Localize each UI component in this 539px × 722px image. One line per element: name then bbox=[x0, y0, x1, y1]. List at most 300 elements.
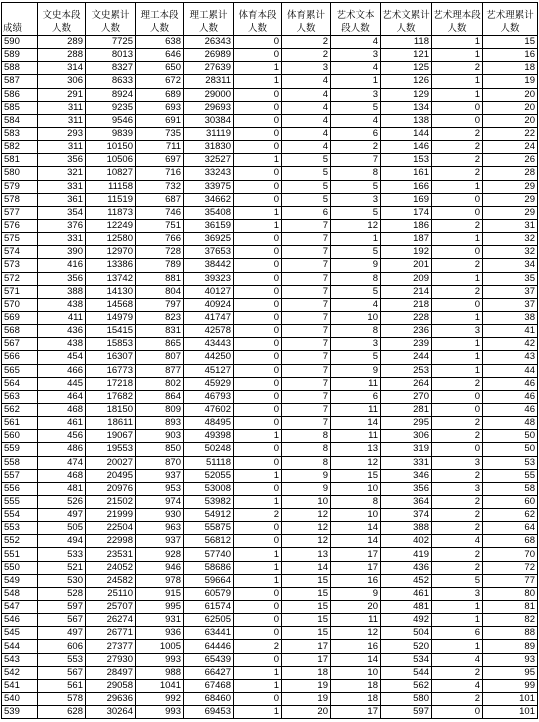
score-cell: 579 bbox=[2, 180, 38, 193]
table-row bbox=[2, 206, 538, 219]
score-cell: 549 bbox=[2, 574, 38, 587]
count-cell: 7 bbox=[282, 259, 331, 272]
count-cell: 20 bbox=[483, 101, 538, 114]
count-cell: 1 bbox=[432, 640, 483, 653]
header-score: 成绩 bbox=[2, 3, 38, 36]
score-cell: 544 bbox=[2, 640, 38, 653]
count-cell: 937 bbox=[136, 535, 184, 548]
table-row bbox=[2, 219, 538, 232]
table-row bbox=[2, 127, 538, 140]
count-cell: 3 bbox=[331, 193, 381, 206]
count-cell: 295 bbox=[381, 417, 432, 430]
count-cell: 1 bbox=[234, 561, 282, 574]
count-cell: 8924 bbox=[86, 88, 136, 101]
count-cell: 41 bbox=[483, 325, 538, 338]
count-cell: 3 bbox=[331, 88, 381, 101]
count-cell: 10 bbox=[331, 666, 381, 679]
count-cell: 0 bbox=[234, 311, 282, 324]
count-cell: 606 bbox=[38, 640, 86, 653]
count-cell: 689 bbox=[136, 88, 184, 101]
count-cell: 454 bbox=[38, 351, 86, 364]
count-cell: 293 bbox=[38, 127, 86, 140]
count-cell: 2 bbox=[432, 141, 483, 154]
count-cell: 8 bbox=[282, 456, 331, 469]
count-cell: 0 bbox=[432, 206, 483, 219]
count-cell: 0 bbox=[234, 653, 282, 666]
count-cell: 53008 bbox=[184, 482, 234, 495]
count-cell: 53982 bbox=[184, 495, 234, 508]
count-cell: 69453 bbox=[184, 706, 234, 719]
table-row bbox=[2, 403, 538, 416]
table-row bbox=[2, 509, 538, 522]
count-cell: 6 bbox=[331, 127, 381, 140]
count-cell: 11873 bbox=[86, 206, 136, 219]
count-cell: 10 bbox=[331, 509, 381, 522]
count-cell: 978 bbox=[136, 574, 184, 587]
count-cell: 809 bbox=[136, 403, 184, 416]
count-cell: 14568 bbox=[86, 298, 136, 311]
count-cell: 561 bbox=[38, 679, 86, 692]
count-cell: 23531 bbox=[86, 548, 136, 561]
count-cell: 314 bbox=[38, 62, 86, 75]
count-cell: 0 bbox=[234, 49, 282, 62]
count-cell: 1005 bbox=[136, 640, 184, 653]
count-cell: 14130 bbox=[86, 285, 136, 298]
header-yishuli-segment: 艺术理本段人数 bbox=[432, 3, 483, 36]
count-cell: 4 bbox=[282, 141, 331, 154]
count-cell: 461 bbox=[381, 587, 432, 600]
count-cell: 0 bbox=[432, 390, 483, 403]
count-cell: 530 bbox=[38, 574, 86, 587]
count-cell: 72 bbox=[483, 561, 538, 574]
count-cell: 5 bbox=[282, 167, 331, 180]
count-cell: 0 bbox=[234, 390, 282, 403]
count-cell: 15 bbox=[282, 574, 331, 587]
count-cell: 29000 bbox=[184, 88, 234, 101]
count-cell: 37 bbox=[483, 285, 538, 298]
count-cell: 15 bbox=[282, 614, 331, 627]
count-cell: 66427 bbox=[184, 666, 234, 679]
count-cell: 39323 bbox=[184, 272, 234, 285]
count-cell: 9546 bbox=[86, 114, 136, 127]
table-row bbox=[2, 141, 538, 154]
count-cell: 1 bbox=[432, 614, 483, 627]
count-cell: 15 bbox=[282, 627, 331, 640]
count-cell: 281 bbox=[381, 403, 432, 416]
count-cell: 993 bbox=[136, 653, 184, 666]
score-cell: 575 bbox=[2, 233, 38, 246]
count-cell: 41747 bbox=[184, 311, 234, 324]
count-cell: 2 bbox=[282, 49, 331, 62]
count-cell: 0 bbox=[234, 325, 282, 338]
table-row bbox=[2, 364, 538, 377]
count-cell: 20027 bbox=[86, 456, 136, 469]
count-cell: 93 bbox=[483, 653, 538, 666]
count-cell: 864 bbox=[136, 390, 184, 403]
count-cell: 364 bbox=[381, 495, 432, 508]
score-cell: 587 bbox=[2, 75, 38, 88]
count-cell: 497 bbox=[38, 509, 86, 522]
count-cell: 505 bbox=[38, 522, 86, 535]
table-row bbox=[2, 666, 538, 679]
table-row bbox=[2, 272, 538, 285]
count-cell: 0 bbox=[432, 114, 483, 127]
count-cell: 192 bbox=[381, 246, 432, 259]
count-cell: 15853 bbox=[86, 338, 136, 351]
header-tiyu-segment: 体育本段人数 bbox=[234, 3, 282, 36]
table-row bbox=[2, 88, 538, 101]
count-cell: 390 bbox=[38, 246, 86, 259]
score-cell: 586 bbox=[2, 88, 38, 101]
table-row bbox=[2, 285, 538, 298]
score-distribution-table bbox=[1, 2, 538, 719]
count-cell: 497 bbox=[38, 627, 86, 640]
score-cell: 560 bbox=[2, 430, 38, 443]
count-cell: 687 bbox=[136, 193, 184, 206]
count-cell: 7 bbox=[282, 351, 331, 364]
count-cell: 992 bbox=[136, 693, 184, 706]
count-cell: 1 bbox=[234, 206, 282, 219]
score-cell: 588 bbox=[2, 62, 38, 75]
count-cell: 49398 bbox=[184, 430, 234, 443]
count-cell: 28497 bbox=[86, 666, 136, 679]
count-cell: 1 bbox=[234, 62, 282, 75]
count-cell: 8 bbox=[282, 430, 331, 443]
count-cell: 321 bbox=[38, 167, 86, 180]
count-cell: 0 bbox=[432, 706, 483, 719]
count-cell: 0 bbox=[234, 535, 282, 548]
count-cell: 520 bbox=[381, 640, 432, 653]
count-cell: 174 bbox=[381, 206, 432, 219]
count-cell: 988 bbox=[136, 666, 184, 679]
header-yishuwen-segment: 艺术文本段人数 bbox=[331, 3, 381, 36]
count-cell: 1 bbox=[432, 311, 483, 324]
table-row bbox=[2, 456, 538, 469]
count-cell: 1 bbox=[234, 679, 282, 692]
count-cell: 8 bbox=[282, 443, 331, 456]
count-cell: 24582 bbox=[86, 574, 136, 587]
count-cell: 30264 bbox=[86, 706, 136, 719]
count-cell: 21999 bbox=[86, 509, 136, 522]
table-row bbox=[2, 574, 538, 587]
count-cell: 5 bbox=[331, 246, 381, 259]
count-cell: 1 bbox=[234, 219, 282, 232]
count-cell: 101 bbox=[483, 706, 538, 719]
count-cell: 716 bbox=[136, 167, 184, 180]
count-cell: 567 bbox=[38, 666, 86, 679]
count-cell: 14979 bbox=[86, 311, 136, 324]
count-cell: 797 bbox=[136, 298, 184, 311]
count-cell: 46 bbox=[483, 390, 538, 403]
count-cell: 19 bbox=[282, 679, 331, 692]
count-cell: 31119 bbox=[184, 127, 234, 140]
count-cell: 3 bbox=[432, 325, 483, 338]
count-cell: 0 bbox=[234, 693, 282, 706]
count-cell: 2 bbox=[432, 430, 483, 443]
score-cell: 577 bbox=[2, 206, 38, 219]
count-cell: 12 bbox=[282, 509, 331, 522]
count-cell: 1 bbox=[234, 430, 282, 443]
count-cell: 881 bbox=[136, 272, 184, 285]
score-cell: 545 bbox=[2, 627, 38, 640]
score-cell: 582 bbox=[2, 141, 38, 154]
count-cell: 118 bbox=[381, 36, 432, 49]
table-row bbox=[2, 49, 538, 62]
count-cell: 60 bbox=[483, 495, 538, 508]
count-cell: 0 bbox=[234, 338, 282, 351]
score-cell: 589 bbox=[2, 49, 38, 62]
table-row bbox=[2, 587, 538, 600]
count-cell: 1 bbox=[331, 75, 381, 88]
count-cell: 6 bbox=[282, 206, 331, 219]
count-cell: 16307 bbox=[86, 351, 136, 364]
count-cell: 1 bbox=[432, 364, 483, 377]
count-cell: 331 bbox=[38, 180, 86, 193]
count-cell: 452 bbox=[381, 574, 432, 587]
count-cell: 47602 bbox=[184, 403, 234, 416]
count-cell: 13386 bbox=[86, 259, 136, 272]
score-cell: 570 bbox=[2, 298, 38, 311]
count-cell: 0 bbox=[234, 114, 282, 127]
count-cell: 48 bbox=[483, 417, 538, 430]
count-cell: 63441 bbox=[184, 627, 234, 640]
count-cell: 521 bbox=[38, 561, 86, 574]
count-cell: 57740 bbox=[184, 548, 234, 561]
count-cell: 37653 bbox=[184, 246, 234, 259]
score-cell: 563 bbox=[2, 390, 38, 403]
table-row bbox=[2, 298, 538, 311]
count-cell: 36159 bbox=[184, 219, 234, 232]
count-cell: 32527 bbox=[184, 154, 234, 167]
score-cell: 584 bbox=[2, 114, 38, 127]
count-cell: 51118 bbox=[184, 456, 234, 469]
count-cell: 2 bbox=[432, 495, 483, 508]
count-cell: 166 bbox=[381, 180, 432, 193]
table-row bbox=[2, 548, 538, 561]
count-cell: 29 bbox=[483, 206, 538, 219]
score-cell: 542 bbox=[2, 666, 38, 679]
count-cell: 35408 bbox=[184, 206, 234, 219]
count-cell: 2 bbox=[432, 417, 483, 430]
table-row bbox=[2, 430, 538, 443]
table-row bbox=[2, 535, 538, 548]
count-cell: 766 bbox=[136, 233, 184, 246]
count-cell: 34662 bbox=[184, 193, 234, 206]
count-cell: 44 bbox=[483, 364, 538, 377]
count-cell: 751 bbox=[136, 219, 184, 232]
count-cell: 60579 bbox=[184, 587, 234, 600]
count-cell: 29 bbox=[483, 180, 538, 193]
count-cell: 18611 bbox=[86, 417, 136, 430]
table-row bbox=[2, 154, 538, 167]
count-cell: 13 bbox=[282, 548, 331, 561]
count-cell: 270 bbox=[381, 390, 432, 403]
score-cell: 572 bbox=[2, 272, 38, 285]
count-cell: 43443 bbox=[184, 338, 234, 351]
count-cell: 169 bbox=[381, 193, 432, 206]
count-cell: 4 bbox=[331, 36, 381, 49]
count-cell: 346 bbox=[381, 469, 432, 482]
count-cell: 138 bbox=[381, 114, 432, 127]
score-cell: 590 bbox=[2, 36, 38, 49]
count-cell: 436 bbox=[381, 561, 432, 574]
count-cell: 388 bbox=[38, 285, 86, 298]
count-cell: 0 bbox=[234, 167, 282, 180]
count-cell: 11158 bbox=[86, 180, 136, 193]
count-cell: 963 bbox=[136, 522, 184, 535]
count-cell: 789 bbox=[136, 259, 184, 272]
count-cell: 77 bbox=[483, 574, 538, 587]
score-cell: 583 bbox=[2, 127, 38, 140]
count-cell: 461 bbox=[38, 417, 86, 430]
count-cell: 24 bbox=[483, 141, 538, 154]
count-cell: 974 bbox=[136, 495, 184, 508]
count-cell: 374 bbox=[381, 509, 432, 522]
count-cell: 12 bbox=[331, 219, 381, 232]
count-cell: 289 bbox=[38, 36, 86, 49]
count-cell: 995 bbox=[136, 601, 184, 614]
count-cell: 416 bbox=[38, 259, 86, 272]
count-cell: 4 bbox=[282, 75, 331, 88]
count-cell: 12580 bbox=[86, 233, 136, 246]
count-cell: 68460 bbox=[184, 693, 234, 706]
count-cell: 22504 bbox=[86, 522, 136, 535]
count-cell: 27377 bbox=[86, 640, 136, 653]
count-cell: 0 bbox=[234, 522, 282, 535]
count-cell: 46 bbox=[483, 403, 538, 416]
score-table-container bbox=[1, 2, 537, 719]
count-cell: 61574 bbox=[184, 601, 234, 614]
count-cell: 0 bbox=[234, 627, 282, 640]
count-cell: 580 bbox=[381, 693, 432, 706]
count-cell: 32 bbox=[483, 233, 538, 246]
score-cell: 571 bbox=[2, 285, 38, 298]
score-cell: 576 bbox=[2, 219, 38, 232]
count-cell: 146 bbox=[381, 141, 432, 154]
table-row bbox=[2, 482, 538, 495]
table-row bbox=[2, 259, 538, 272]
count-cell: 59664 bbox=[184, 574, 234, 587]
count-cell: 20 bbox=[483, 114, 538, 127]
count-cell: 0 bbox=[432, 193, 483, 206]
count-cell: 2 bbox=[432, 522, 483, 535]
count-cell: 15 bbox=[282, 601, 331, 614]
count-cell: 186 bbox=[381, 219, 432, 232]
count-cell: 16 bbox=[331, 574, 381, 587]
count-cell: 236 bbox=[381, 325, 432, 338]
count-cell: 29 bbox=[483, 193, 538, 206]
count-cell: 244 bbox=[381, 351, 432, 364]
count-cell: 915 bbox=[136, 587, 184, 600]
count-cell: 7725 bbox=[86, 36, 136, 49]
count-cell: 597 bbox=[381, 706, 432, 719]
count-cell: 436 bbox=[38, 325, 86, 338]
count-cell: 1041 bbox=[136, 679, 184, 692]
count-cell: 0 bbox=[432, 246, 483, 259]
count-cell: 5 bbox=[282, 154, 331, 167]
count-cell: 10506 bbox=[86, 154, 136, 167]
score-cell: 574 bbox=[2, 246, 38, 259]
score-cell: 566 bbox=[2, 351, 38, 364]
count-cell: 12 bbox=[331, 627, 381, 640]
count-cell: 8327 bbox=[86, 62, 136, 75]
count-cell: 16 bbox=[331, 640, 381, 653]
count-cell: 823 bbox=[136, 311, 184, 324]
count-cell: 64 bbox=[483, 522, 538, 535]
count-cell: 7 bbox=[331, 154, 381, 167]
count-cell: 578 bbox=[38, 693, 86, 706]
count-cell: 567 bbox=[38, 614, 86, 627]
table-row bbox=[2, 167, 538, 180]
score-cell: 551 bbox=[2, 548, 38, 561]
count-cell: 870 bbox=[136, 456, 184, 469]
count-cell: 5 bbox=[331, 101, 381, 114]
count-cell: 7 bbox=[282, 219, 331, 232]
count-cell: 7 bbox=[282, 364, 331, 377]
count-cell: 209 bbox=[381, 272, 432, 285]
count-cell: 376 bbox=[38, 219, 86, 232]
table-row bbox=[2, 377, 538, 390]
score-cell: 546 bbox=[2, 614, 38, 627]
score-cell: 564 bbox=[2, 377, 38, 390]
count-cell: 2 bbox=[432, 548, 483, 561]
count-cell: 20 bbox=[331, 601, 381, 614]
count-cell: 9 bbox=[282, 469, 331, 482]
count-cell: 14 bbox=[331, 522, 381, 535]
count-cell: 693 bbox=[136, 101, 184, 114]
table-row bbox=[2, 62, 538, 75]
score-cell: 539 bbox=[2, 706, 38, 719]
count-cell: 64446 bbox=[184, 640, 234, 653]
count-cell: 201 bbox=[381, 259, 432, 272]
count-cell: 5 bbox=[282, 180, 331, 193]
count-cell: 4 bbox=[432, 653, 483, 666]
count-cell: 0 bbox=[234, 377, 282, 390]
count-cell: 95 bbox=[483, 666, 538, 679]
table-row bbox=[2, 36, 538, 49]
count-cell: 2 bbox=[432, 469, 483, 482]
count-cell: 288 bbox=[38, 49, 86, 62]
table-row bbox=[2, 653, 538, 666]
count-cell: 1 bbox=[234, 548, 282, 561]
count-cell: 533 bbox=[38, 548, 86, 561]
score-cell: 559 bbox=[2, 443, 38, 456]
count-cell: 36925 bbox=[184, 233, 234, 246]
count-cell: 25707 bbox=[86, 601, 136, 614]
count-cell: 0 bbox=[234, 180, 282, 193]
count-cell: 187 bbox=[381, 233, 432, 246]
count-cell: 1 bbox=[234, 469, 282, 482]
count-cell: 0 bbox=[234, 285, 282, 298]
count-cell: 5 bbox=[331, 206, 381, 219]
count-cell: 468 bbox=[38, 469, 86, 482]
score-cell: 585 bbox=[2, 101, 38, 114]
count-cell: 58686 bbox=[184, 561, 234, 574]
count-cell: 2 bbox=[282, 36, 331, 49]
score-cell: 548 bbox=[2, 587, 38, 600]
count-cell: 4 bbox=[282, 127, 331, 140]
count-cell: 936 bbox=[136, 627, 184, 640]
count-cell: 125 bbox=[381, 62, 432, 75]
score-cell: 569 bbox=[2, 311, 38, 324]
count-cell: 10 bbox=[331, 482, 381, 495]
table-row bbox=[2, 417, 538, 430]
count-cell: 4 bbox=[432, 679, 483, 692]
table-row bbox=[2, 443, 538, 456]
count-cell: 35 bbox=[483, 272, 538, 285]
count-cell: 562 bbox=[381, 679, 432, 692]
count-cell: 937 bbox=[136, 469, 184, 482]
